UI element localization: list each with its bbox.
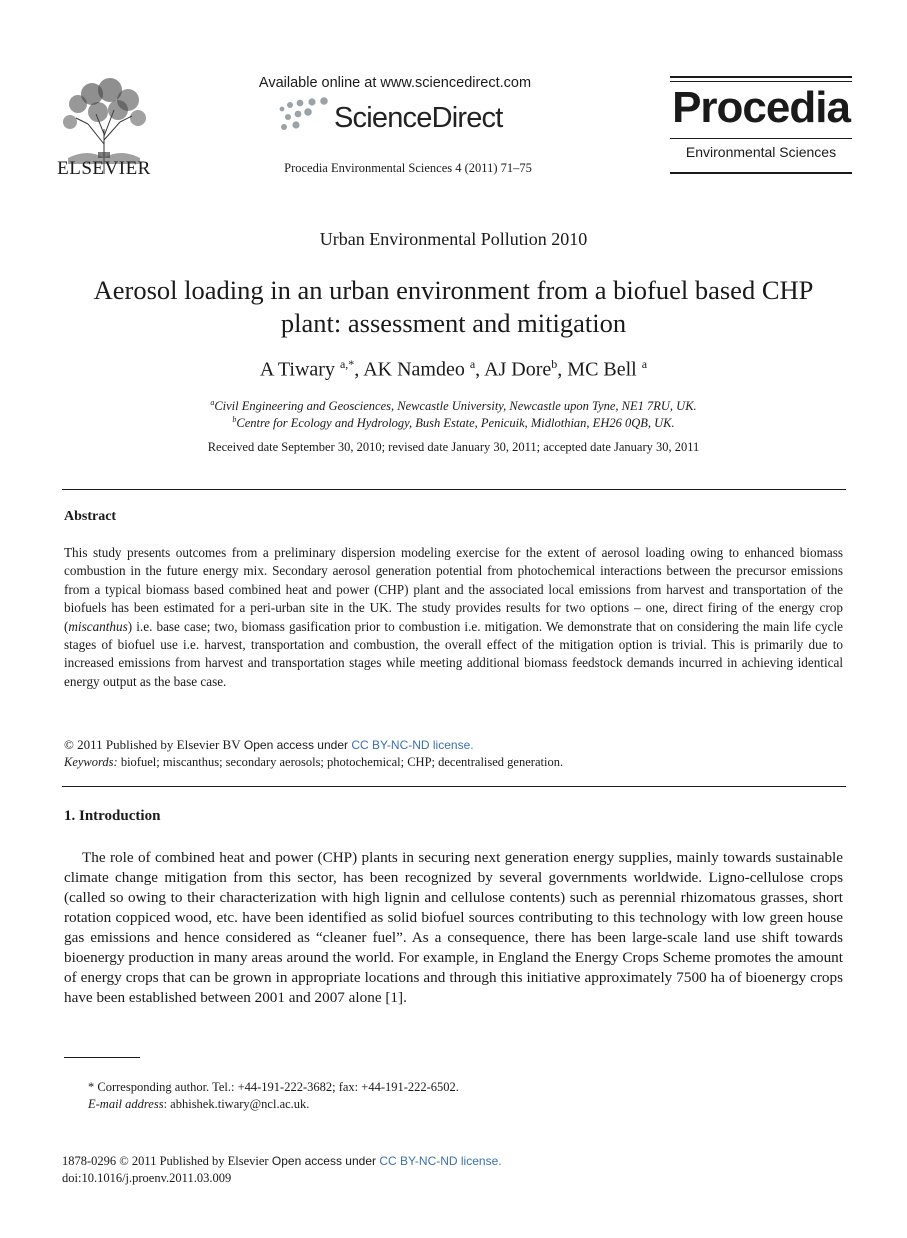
copyright-line [64, 737, 474, 753]
introduction-paragraph: The role of combined heat and power (CHP) plants in securing next generation energy supplies, mainly towards sustainable climate change mitigation from this sector, has been recognized by several governments worldwide. Ligno-cellulose crops (called so owing to their characterization with high lignin and cellulose contents) such as perennial rhizomatous grasses, short rotation coppiced wood, etc. have been identified as solid biofuel sources contributing to this technology with low green house gas emissions and hence considered as “cleaner fuel”. As a consequence, there has been large-scale land use shift towards bioenergy production in many areas around the world. For example, in England the Energy Crops Scheme promotes the amount of energy crops that can be grown in appropriate locations and through this initiative approximately 7500 ha of bioenergy crops have been established between 2001 and 2007 alone [1]. [64, 849, 843, 1006]
procedia-bottom-rule [670, 172, 852, 174]
paper-title [40, 274, 867, 340]
affiliation-a [0, 398, 907, 414]
email-address: : abhishek.tiwary@ncl.ac.uk. [163, 1097, 310, 1111]
keywords-list: biofuel; miscanthus; secondary aerosols; photochemical; CHP; decentralised generation. [117, 755, 564, 769]
affil-mark: a [210, 398, 215, 407]
abstract-heading: Abstract [64, 509, 117, 524]
affil-mark: b [232, 415, 237, 424]
email-label: E-mail address [88, 1097, 164, 1111]
author-affil-mark: b [551, 357, 558, 371]
footnote-rule [64, 1057, 140, 1058]
author-name: A Tiwary [259, 358, 335, 381]
author-name: AK Namdeo [363, 358, 465, 381]
keywords-label: Keywords: [64, 755, 118, 769]
issn-line [62, 1154, 502, 1169]
elsevier-wordmark: ELSEVIER [57, 158, 151, 179]
title-line-1: Aerosol loading in an urban environment from a biofuel based CHP [93, 275, 814, 305]
journal-reference: Procedia Environmental Sciences 4 (2011) 71–75 [284, 161, 532, 175]
email-footnote [88, 1097, 309, 1112]
conference-name: Urban Environmental Pollution 2010 [319, 229, 588, 249]
abstract-text [64, 544, 843, 691]
open-access-text: Open access under [240, 738, 352, 752]
issn-text: 1878-0296 © 2011 Published by Elsevier [62, 1154, 269, 1168]
license-link[interactable]: CC BY-NC-ND license. [351, 738, 474, 752]
title-line-2: plant: assessment and mitigation [280, 308, 627, 338]
procedia-mid-rule [670, 138, 852, 139]
section-heading-introduction: 1. Introduction [64, 808, 161, 824]
license-link[interactable]: CC BY-NC-ND license. [379, 1154, 502, 1168]
affil-text: Centre for Ecology and Hydrology, Bush Estate, Penicuik, Midlothian, EH26 0QB, UK. [236, 416, 675, 431]
divider-top [62, 489, 846, 490]
procedia-subtitle: Environmental Sciences [685, 144, 837, 160]
received-dates: Received date September 30, 2010; revised date January 30, 2011; accepted date January 30, 2011 [207, 440, 700, 454]
author-affil-mark: a [641, 357, 648, 371]
keywords-line [64, 755, 563, 770]
author-name: AJ Dore [484, 358, 552, 381]
author-name: MC Bell [567, 358, 637, 381]
available-online-text: Available online at www.sciencedirect.com [258, 75, 532, 91]
divider-bottom [62, 786, 846, 787]
abstract-italic-term: miscanthus [68, 618, 128, 634]
abstract-part: ) i.e. base case; two, biomass gasification prior to combustion i.e. mitigation. We demonstrate that on considering the main life cycle stages of biofuel use i.e. harvest, transportation and combustion, the overall effect of the mitigation option is trivial. This is primarily due to increased emissions from harvest and transportation stages while meeting additional biomass feedstock demands incurred in achieving identical energy output as the base case. [64, 618, 843, 689]
sciencedirect-dots-icon [274, 95, 336, 135]
author-affil-mark: a,* [339, 357, 355, 371]
procedia-logo [670, 76, 852, 176]
procedia-top-rule [670, 76, 852, 78]
author-list: A Tiwary $^{a,*}$, AK Namdeo $^a$, AJ Dore$^b$, MC Bell $^a$ [259, 357, 648, 381]
corresponding-author-footnote: * Corresponding author. Tel.: +44-191-222-3682; fax: +44-191-222-6502. [88, 1080, 459, 1094]
affil-text: Civil Engineering and Geosciences, Newcastle University, Newcastle upon Tyne, NE1 7RU, UK. [214, 399, 697, 414]
affiliation-b [0, 415, 907, 431]
open-access-text: Open access under [268, 1154, 380, 1168]
copyright-text: © 2011 Published by Elsevier BV [64, 737, 241, 752]
procedia-top-rule-thin [670, 81, 852, 82]
abstract-part: This study presents outcomes from a preliminary dispersion modeling exercise for the extent of aerosol loading owing to enhanced biomass combustion in the future energy mix. Secondary aerosol generation potential from photochemical interactions between the precursor emissions from a typical biomass based combined heat and power (CHP) plant and the associated local emissions from harvest and transportation of the biofuels has been estimated for a peri-urban site in the UK. The study provides results for two options – one, direct firing of the energy crop ( [64, 545, 843, 634]
sciencedirect-wordmark: ScienceDirect [334, 102, 503, 134]
doi-line: doi:10.1016/j.proenv.2011.03.009 [62, 1171, 232, 1185]
author-affil-mark: a [469, 357, 476, 371]
procedia-wordmark: Procedia [672, 83, 850, 132]
